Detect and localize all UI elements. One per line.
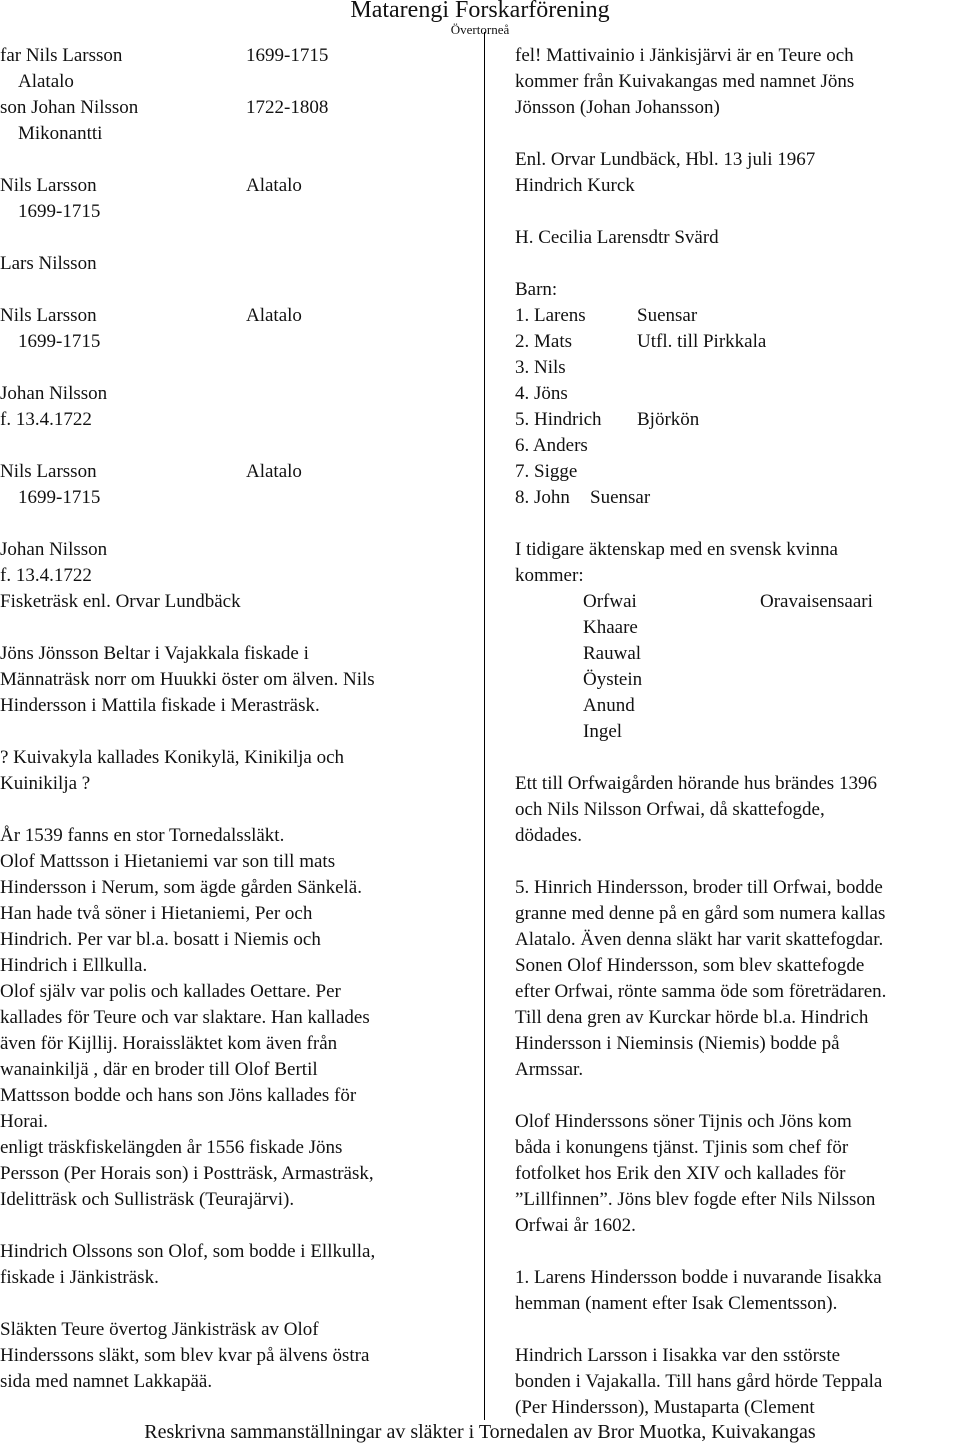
child-note: Suensar [590,487,651,508]
text-line: enligt träskfiskelängden år 1556 fiskade Jöns [0,1137,343,1158]
text-line: fiskade i Jänkisträsk. [0,1267,159,1288]
child-name: 3. Nils [515,357,566,378]
text-line: fel! Mattivainio i Jänkisjärvi är en Teure och [515,45,854,66]
text-line: kommer från Kuivakangas med namnet Jöns [515,71,855,92]
text-line: Idelitträsk och Sullisträsk (Teurajärvi). [0,1189,295,1210]
child-note: Suensar [637,305,698,326]
child-note: Oravaisensaari [760,591,873,612]
gen-name: son Johan Nilsson [0,97,139,118]
text-line: och Nils Nilsson Orfwai, då skattefogde, [515,799,825,820]
column-divider [484,32,485,1420]
text-line: Hindersson i Nieminsis (Niemis) bodde på [515,1033,840,1054]
text-line: Jöns Jönsson Beltar i Vajakkala fiskade i [0,643,309,664]
text-line: ? Kuivakyla kallades Konikylä, Kinikilja och [0,747,345,768]
text-line: Jönsson (Johan Johansson) [515,97,720,118]
text-line: Johan Nilsson [0,539,108,560]
text-line: År 1539 fanns en stor Tornedalssläkt. [0,825,285,846]
text-line: båda i konungens tjänst. Tjinis som chef för [515,1137,849,1158]
text-line: Fisketräsk enl. Orvar Lundbäck [0,591,241,612]
child-name: Rauwal [583,643,642,664]
place-label: Alatalo [246,175,302,196]
child-name: 5. Hindrich [515,409,602,430]
header-title: Matarengi Forskarförening [350,0,610,23]
child-name: 6. Anders [515,435,588,456]
text-line: Männaträsk norr om Huukki öster om älven. Nils [0,669,375,690]
header-subtitle: Övertorneå [450,22,510,37]
text-line: Nils Larsson [0,175,97,196]
text-line: Orfwai år 1602. [515,1215,636,1236]
text-line: Hindrich Olssons son Olof, som bodde i Ellkulla, [0,1241,376,1262]
child-name: 2. Mats [515,331,572,352]
text-line: Hindrich Larsson i Iisakka var den sstörste [515,1345,841,1366]
text-line: Olof Mattsson i Hietaniemi var son till mats [0,851,336,872]
text-line: Sonen Olof Hindersson, som blev skattefogde [515,955,865,976]
text-line: efter Orfwai, rönte samma öde som företrädaren. [515,981,887,1002]
text-line: Nils Larsson [0,461,97,482]
child-name: 8. John [515,487,570,508]
text-line: 1699-1715 [18,201,101,222]
text-line: Mattsson bodde och hans son Jöns kallades för [0,1085,357,1106]
text-line: Hindrich i Ellkulla. [0,955,148,976]
text-line: Armssar. [515,1059,584,1080]
text-line: Alatalo. Även denna släkt har varit skattefogdar. [515,929,884,950]
gen-years: 1699-1715 [246,45,329,66]
text-line: granne med denne på en gård som numera kallas [515,903,886,924]
text-line: f. 13.4.1722 [0,409,92,430]
child-note: Utfl. till Pirkkala [637,331,767,352]
text-line: även för Kijllij. Horaissläktet kom även från [0,1033,338,1054]
text-line: Nils Larsson [0,305,97,326]
text-line: dödades. [515,825,583,846]
child-name: Khaare [583,617,638,638]
text-line: Johan Nilsson [0,383,108,404]
text-line: Till dena gren av Kurckar hörde bl.a. Hindrich [515,1007,869,1028]
text-line: H. Cecilia Larensdtr Svärd [515,227,719,248]
text-line: wanainkiljä , där en broder till Olof Bertil [0,1059,318,1080]
text-line: Kuinikilja ? [0,773,91,794]
text-line: 1699-1715 [18,331,101,352]
text-line: Släkten Teure övertog Jänkisträsk av Olof [0,1319,319,1340]
text-line: Hindrich Kurck [515,175,635,196]
child-name: 4. Jöns [515,383,568,404]
text-line: Enl. Orvar Lundbäck, Hbl. 13 juli 1967 [515,149,816,170]
child-name: Orfwai [583,591,637,612]
text-line: bonden i Vajakalla. Till hans gård hörde Teppala [515,1371,883,1392]
text-line: fotfolket hos Erik den XIV och kallades för [515,1163,846,1184]
text-line: (Per Hindersson), Mustaparta (Clement [515,1397,815,1418]
text-line: I tidigare äktenskap med en svensk kvinna [515,539,838,560]
place-label: Alatalo [246,461,302,482]
text-line: Hinderssons släkt, som blev kvar på älvens östra [0,1345,370,1366]
page-footer: Reskrivna sammanställningar av släkter i Tornedalen av Bror Muotka, Kuivakangas [144,1421,816,1443]
child-note: Björkön [637,409,700,430]
text-line: Olof Hinderssons söner Tijnis och Jöns kom [515,1111,852,1132]
text-line: Olof själv var polis och kallades Oettare. Per [0,981,341,1002]
text-line: kallades för Teure och var slaktare. Han kallades [0,1007,370,1028]
child-name: Öystein [583,669,643,690]
text-line: sida med namnet Lakkapää. [0,1371,213,1392]
text-line: kommer: [515,565,584,586]
text-line: Hindrich. Per var bl.a. bosatt i Niemis och [0,929,321,950]
children-heading: Barn: [515,279,558,300]
text-line: Ett till Orfwaigården hörande hus brändes 1396 [515,773,877,794]
text-line: 5. Hinrich Hindersson, broder till Orfwai, bodde [515,877,883,898]
text-line: Lars Nilsson [0,253,97,274]
child-name: Ingel [583,721,623,742]
child-name: 7. Sigge [515,461,578,482]
text-line: 1. Larens Hindersson bodde i nuvarande Iisakka [515,1267,882,1288]
gen-years: 1722-1808 [246,97,329,118]
text-line: f. 13.4.1722 [0,565,92,586]
child-name: Anund [583,695,635,716]
text-line: ”Lillfinnen”. Jöns blev fogde efter Nils Nilsson [515,1189,876,1210]
text-line: Hindersson i Mattila fiskade i Merasträsk. [0,695,320,716]
place-label: Alatalo [246,305,302,326]
text-line: Hindersson i Nerum, som ägde gården Sänkelä. [0,877,362,898]
text-line: Han hade två söner i Hietaniemi, Per och [0,903,313,924]
gen-name: Alatalo [18,71,74,92]
text-line: 1699-1715 [18,487,101,508]
gen-name: Mikonantti [18,123,103,144]
child-name: 1. Larens [515,305,586,326]
text-line: Persson (Per Horais son) i Postträsk, Armasträsk, [0,1163,374,1184]
text-line: hemman (nament efter Isak Clementsson). [515,1293,838,1314]
gen-name: far Nils Larsson [0,45,123,66]
text-line: Horai. [0,1111,49,1132]
